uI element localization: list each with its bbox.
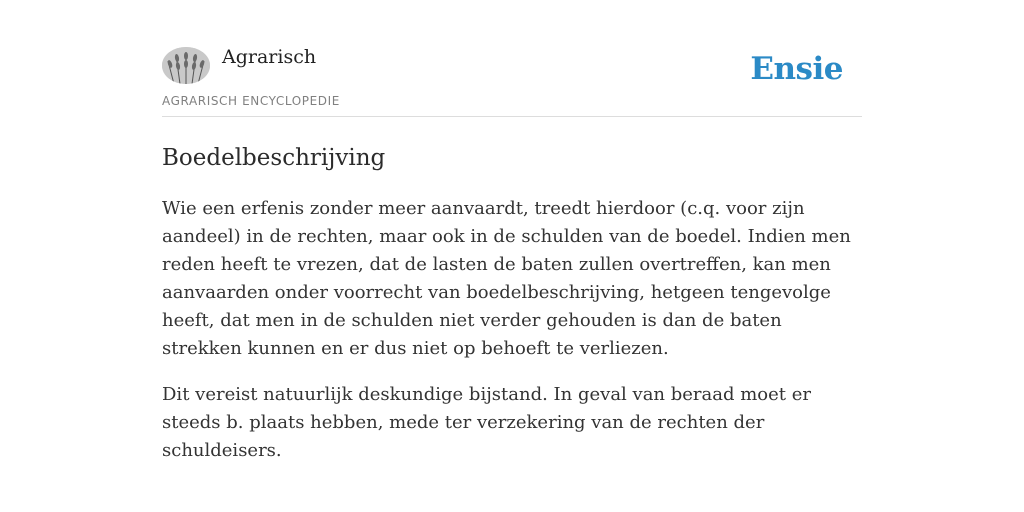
article-paragraph-2: Dit vereist natuurlijk deskundige bijstand. In geval van beraad moet er steeds b. plaats hebben, mede ter verzekering van de rechten der schuldeisers. <box>162 384 811 461</box>
site-name[interactable]: Agrarisch <box>222 46 317 68</box>
article-container <box>162 44 862 465</box>
wheat-icon[interactable] <box>162 47 210 84</box>
article-paragraph-1: Wie een erfenis zonder meer aanvaardt, treedt hierdoor (c.q. voor zijn aandeel) in de rechten, maar ook in de schulden van de boedel. Indien men reden heeft te vrezen, dat de lasten de baten zullen overtreffen, kan men aanvaarden onder voorrecht van boedelbeschrijving, hetgeen tengevolge heeft, dat men in de schulden niet verder gehouden is dan de baten strekken kunnen en er dus niet op behoeft te verliezen. <box>162 198 851 359</box>
article-title: Boedelbeschrijving <box>162 145 386 171</box>
brand-logo[interactable]: Ensie <box>750 51 843 87</box>
site-header <box>162 44 862 117</box>
site-subtitle: AGRARISCH ENCYCLOPEDIE <box>162 94 340 108</box>
